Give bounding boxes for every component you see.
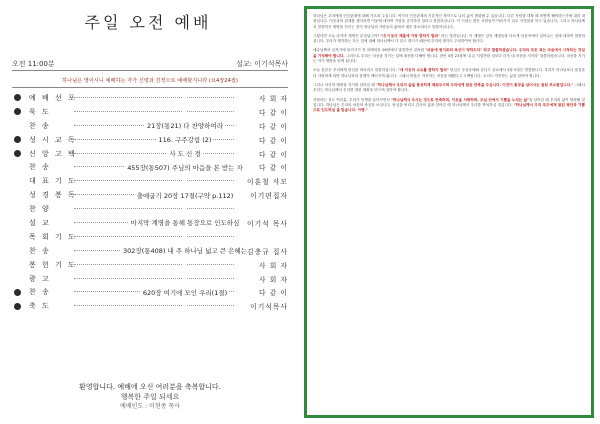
order-label: 찬 송 xyxy=(29,288,51,297)
order-label: 찬 송 xyxy=(29,246,51,255)
order-content xyxy=(183,275,187,283)
order-content: 사 도 신 경 xyxy=(169,150,201,158)
order-leader: 이훈철 사모 xyxy=(247,178,288,187)
order-content: 620장 여기에 모인 우리(1절) xyxy=(142,288,228,297)
body-text: 하나님은 우리에게 인간관계에 대해 가르쳐 주십니다. 여기서 인간관계의 기본적인 생각으로 나의 삶이 변화될 수 있습니다. 다른 사람을 대할 때 어떻게 해야하는가에 대한 내용입니다. 이웃과의 관계를 생각하면 이웃에 대하여 거짓을 증거하지 말라고 말씀하십니다. 이 시대는 많은 사람들이 여러가지 일로 거짓말을 하고 있습니다. 그리고 하나님께서 말씀하신 계명을 지키는 것이 하나님의 사람들의 삶에서 매우 중요하다고 말씀하십니다. xyxy=(313,14,585,29)
body-text: 그러므로 우리는 마음을 지키는 일에 최선을 다해야 합니다. 잠언 4장 23절에 '무릇 지킬만한 것보다 더욱 네 마음을 지키라' 말씀하셨습니다. 마음을 지키는 자가 생명을 얻게 됩니다. xyxy=(313,53,586,64)
order-leader: 다 같 이 xyxy=(258,136,288,145)
order-content: 출애굽기 20장 17절(구약 p.112) xyxy=(136,191,234,200)
order-content xyxy=(183,261,187,269)
body-text: 예수님께서 십자가에 달리시기 전 마태복음 26장에서 말씀하신 것처럼 xyxy=(313,48,426,53)
sermon-paragraph xyxy=(313,98,585,114)
order-row xyxy=(12,91,288,105)
order-of-service xyxy=(12,91,288,313)
order-label: 찬 송 xyxy=(29,121,51,130)
order-content xyxy=(183,233,187,241)
welcome-text: 환영합니다. 예배에 오신 여러분을 축복합니다. xyxy=(79,383,221,391)
greeting-text: 행복한 주일 되세요 xyxy=(120,393,180,401)
bullet-icon xyxy=(14,94,21,101)
body-text: 을 살아갈 때 우리의 삶이 변화될 것입니다. 하나님은 우리의 마음의 중심을 보십니다. 탐심을 버리고 감사의 삶을 살아갈 때 하나님께서 우리를 축복하실 것입니다. xyxy=(313,97,585,107)
order-label: 축 도 xyxy=(29,302,51,311)
order-content: 마지막 계명을 통해 통장으로 인도하심 xyxy=(130,219,240,228)
order-content: 21장(통21) 다 찬양하여라 xyxy=(147,122,223,131)
divider xyxy=(12,70,288,71)
sermon-paragraph xyxy=(313,34,585,45)
service-preacher: 설교: 이기석목사 xyxy=(236,60,288,68)
bulletin-page xyxy=(0,0,296,424)
order-leader: 사 회 자 xyxy=(258,94,288,103)
order-row xyxy=(12,258,288,272)
order-leader: 다 같 이 xyxy=(258,150,288,159)
order-row xyxy=(12,105,288,119)
order-row xyxy=(12,133,288,147)
divider xyxy=(12,87,288,88)
order-content: 455장(통507) 주님의 마음을 본 받는 자 xyxy=(127,163,243,172)
sermon-paragraph xyxy=(313,48,585,64)
sermon-paragraph xyxy=(313,14,585,30)
bullet-icon xyxy=(14,303,21,310)
bullet-icon xyxy=(14,289,21,296)
order-label: 광 고 xyxy=(29,274,51,283)
sermon-paragraph xyxy=(313,68,585,79)
emphasis-text: "네 이웃의 소유를 탐하지 말라" xyxy=(397,68,449,73)
body-text: 오늘 본문은 우리에게 탐심을 버리라고 말씀하십니다. xyxy=(313,68,398,73)
emphasis-text: "하나님께서 우리의 삶을 풍성하게 채워주시며 우리에게 참된 만족을 주십니다. 이것이 통장을 넘어서는 참된 부요함입니다." xyxy=(375,82,574,87)
order-row xyxy=(12,230,288,244)
emphasis-text: "하나님께서 주시는 것으로 만족하며, 이웃을 사랑하며, 주님 안에서 기쁨을 누리는 삶" xyxy=(391,97,529,102)
bullet-icon xyxy=(14,150,21,157)
emphasis-text: "네 이웃의 재물에 가장 탐하지 말라" xyxy=(380,33,440,38)
order-label: 예 배 선 포 xyxy=(29,93,77,102)
order-row xyxy=(12,188,288,202)
order-row xyxy=(12,244,288,258)
body-text: 그러나 마지막 계명을 지키며 살아갈 때 xyxy=(313,82,376,87)
emphasis-text: "마음에 원이로되 육신이 약하도다" 라고 말씀하셨습니다. 우리의 모든 죄는 마음에서 시작되는 것임을 기억해야 합니다. xyxy=(313,48,585,58)
order-content: 302장(통408) 내 주 하나님 넓고 큰 은혜는 xyxy=(123,247,247,256)
sermon-page xyxy=(304,6,594,418)
worship-preface: 하나님은 영이시니 예배하는 자가 신령과 진정으로 예배할지니라 (요4장24절) xyxy=(62,78,238,84)
order-label: 성 경 봉 독 xyxy=(29,191,77,200)
body-text: 그래서 우리는 하나님께서 우리를 향한 계획을 믿으며 살아야 합니다. xyxy=(313,82,585,93)
service-time: 오전 11:00분 xyxy=(12,60,55,68)
body-text: 라는 말씀입니다. 이 계명은 앞의 계명들과 다르게 마음속에서 일어나는 것에 대하여 말씀하십니다. 우리가 생각하는 모든 것에 대해 하나님께서 다 알고 계시기 때문에 우리의 생각도 주의하여야 합니다. xyxy=(313,33,585,44)
order-label: 목 회 기 도 xyxy=(29,232,77,241)
worship-leader: 예배인도 : 이현종 목사 xyxy=(120,403,180,410)
order-row xyxy=(12,272,288,286)
order-leader: 사 회 자 xyxy=(258,275,288,284)
order-row xyxy=(12,202,288,216)
order-label: 성 시 교 독 xyxy=(29,135,77,144)
emphasis-text: "하나님께서 우리 모두에게 참된 평안과 기쁨으로 인도하실 줄 믿습니다. 아멘." xyxy=(313,102,585,113)
order-leader: 이기석목사 xyxy=(250,303,288,312)
order-row xyxy=(12,147,288,161)
order-row xyxy=(12,174,288,188)
order-row xyxy=(12,119,288,133)
order-leader: 다 같 이 xyxy=(258,108,288,117)
order-content: 116. 구주강림 (2) xyxy=(158,136,212,145)
order-content xyxy=(183,302,187,310)
order-label: 신 앙 고 백 xyxy=(29,149,77,158)
order-label: 설 교 xyxy=(29,218,51,227)
sermon-paragraph xyxy=(313,83,585,94)
order-content xyxy=(183,94,187,102)
bullet-icon xyxy=(14,108,21,115)
order-row xyxy=(12,285,288,299)
order-content xyxy=(183,177,187,185)
order-row xyxy=(12,299,288,313)
bullet-icon xyxy=(14,136,21,143)
body-text: 사랑하는 성도 여러분, 우리가 인생을 살아가면서 xyxy=(313,97,391,102)
order-leader: 다 같 이 xyxy=(258,164,288,173)
body-text: 탐심은 우상숭배와 같다고 골로새서 3장 5절은 말씀합니다. 우리가 하나님보다 물질을 더 사랑하게 되면 하나님과의 관계가 깨어지게 됩니다. 그래서 바울은 자족하는 마음을 배웠다고 고백합니다. 우리도 자족하는 삶을 살아야 합니다. xyxy=(313,68,585,78)
order-row xyxy=(12,160,288,174)
order-label: 봉 헌 기 도 xyxy=(29,260,77,269)
bulletin-title: 주일 오전 예배 xyxy=(84,13,212,32)
order-leader: 김충규 집사 xyxy=(247,247,288,256)
order-leader: 사 회 자 xyxy=(258,261,288,270)
order-leader: 다 같 이 xyxy=(258,122,288,131)
order-label: 묵 도 xyxy=(29,107,51,116)
order-leader: 이기편집자 xyxy=(250,192,288,201)
order-content xyxy=(183,205,187,213)
order-row xyxy=(12,216,288,230)
order-label: 대 표 기 도 xyxy=(29,177,77,186)
order-label: 찬 송 xyxy=(29,163,51,172)
order-leader: 다 같 이 xyxy=(258,289,288,298)
closing-block xyxy=(12,382,288,412)
order-label: 찬 양 xyxy=(29,205,51,214)
body-text: 그렇다면 오늘 마지막 계명은 무엇입니까? xyxy=(313,33,381,38)
order-leader: 이기석 목사 xyxy=(247,219,288,228)
order-content xyxy=(183,108,187,116)
